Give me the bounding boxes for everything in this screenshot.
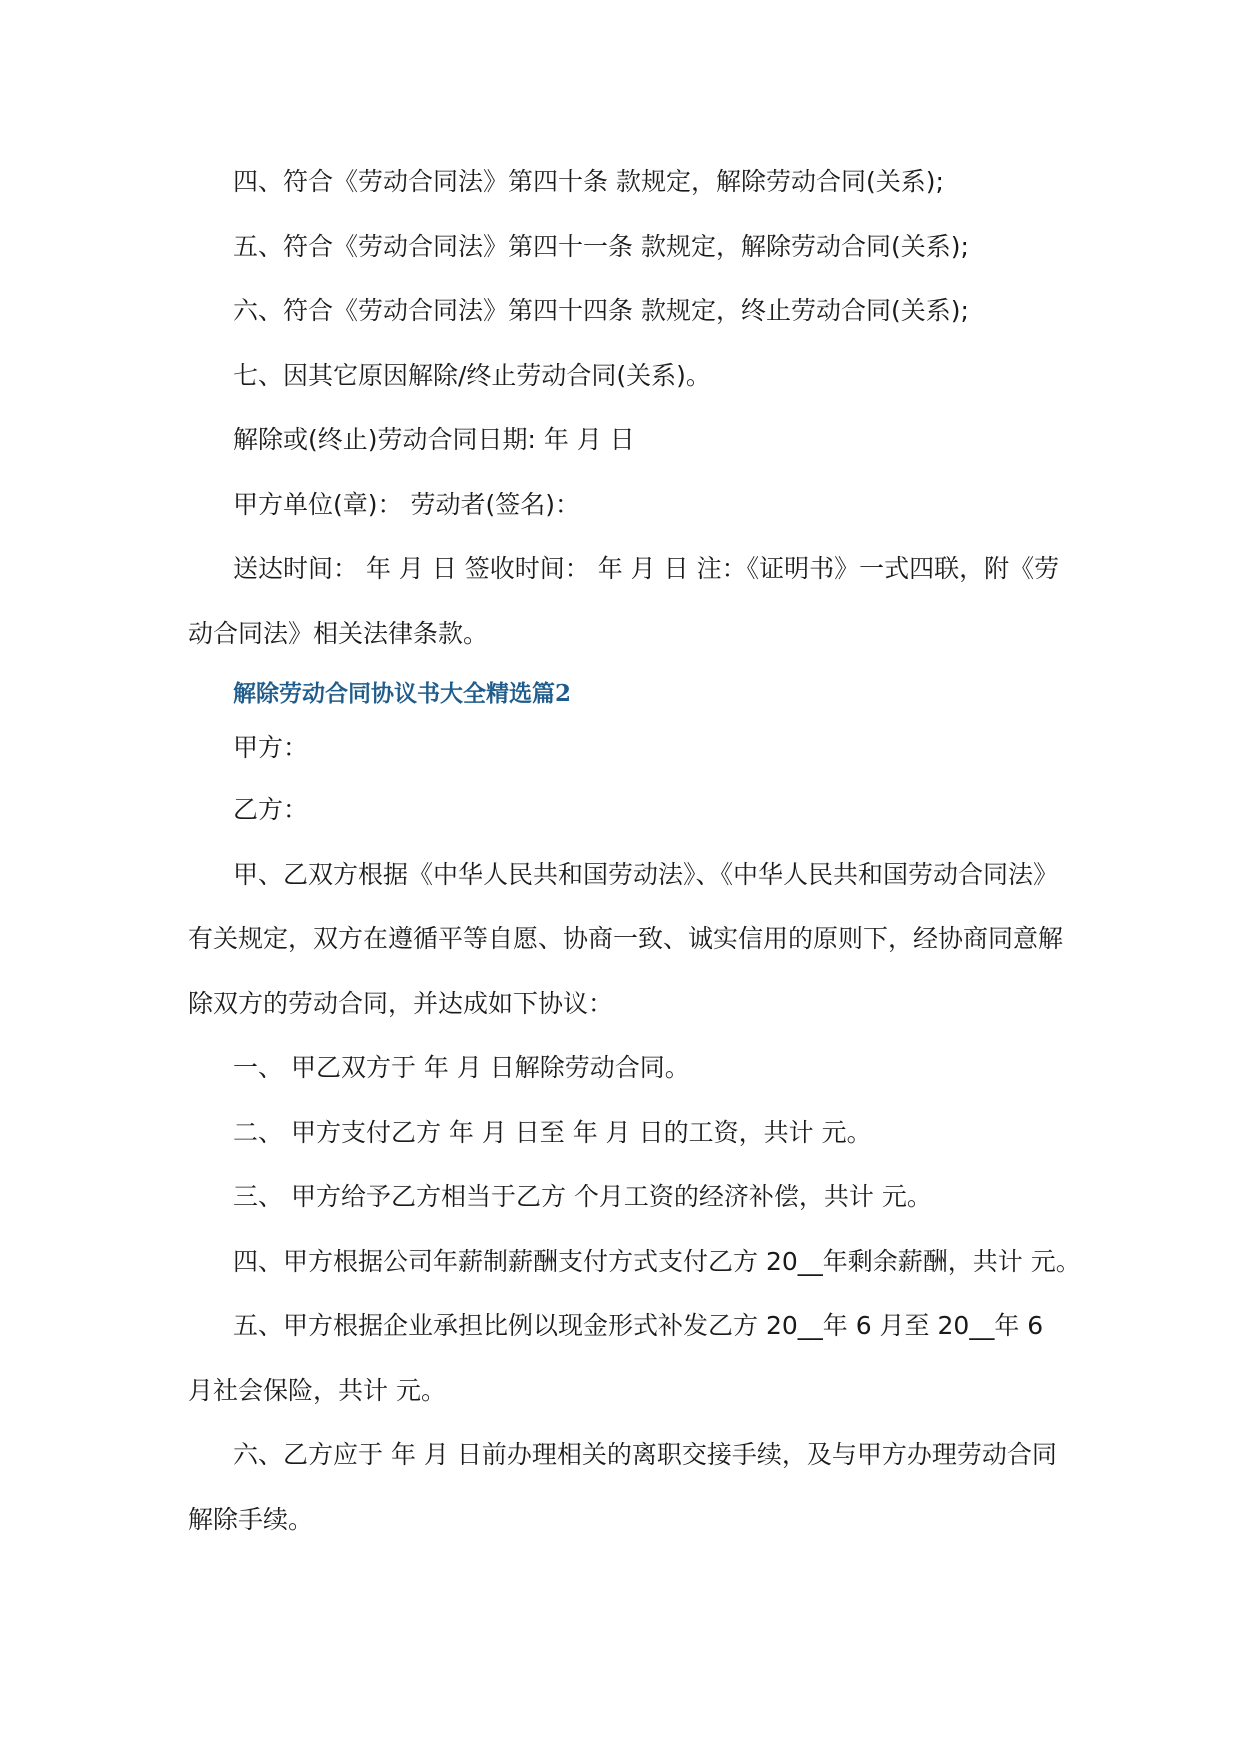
clause-6-paragraph: 六、符合《劳动合同法》第四十四条 款规定，终止劳动合同(关系); xyxy=(233,296,969,325)
signature-line: 甲方单位(章)： 劳动者(签名)： xyxy=(233,489,580,519)
agreement-item-5: 五、甲方根据企业承担比例以现金形式补发乙方 20__年 6 月至 20__年 6 月社会保险，共计 元。 xyxy=(188,1311,1044,1405)
agreement-item-4: 四、甲方根据公司年薪制薪酬支付方式支付乙方 20__年剩余薪酬，共计 元。 xyxy=(233,1246,1081,1276)
party-a-line: 甲方： xyxy=(233,733,309,762)
party-b-line: 乙方： xyxy=(233,795,309,824)
delivery-time-paragraph: 送达时间： 年 月 日 签收时间： 年 月 日 注：《证明书》一式四联，附《劳动合同法》相关法律条款。 xyxy=(188,554,1060,648)
clause-4-paragraph: 四、符合《劳动合同法》第四十条 款规定，解除劳动合同(关系); xyxy=(233,167,944,196)
document-page xyxy=(188,150,1081,1552)
agreement-item-2: 二、 甲方支付乙方 年 月 日至 年 月 日的工资，共计 元。 xyxy=(233,1117,872,1147)
clause-7-paragraph: 七、因其它原因解除/终止劳动合同(关系)。 xyxy=(233,360,711,390)
agreement-item-6: 六、乙方应于 年 月 日前办理相关的离职交接手续，及与甲方办理劳动合同解除手续。 xyxy=(188,1440,1057,1534)
agreement-item-1: 一、 甲乙双方于 年 月 日解除劳动合同。 xyxy=(233,1053,690,1082)
section-2-heading: 解除劳动合同协议书大全精选篇2 xyxy=(233,680,572,707)
agreement-intro-paragraph: 甲、乙双方根据《中华人民共和国劳动法》、《中华人民共和国劳动合同法》有关规定，双方在遵循平等自愿、协商一致、诚实信用的原则下，经协商同意解除双方的劳动合同，并达成如下协议： xyxy=(188,859,1064,1018)
termination-date-line: 解除或(终止)劳动合同日期: 年 月 日 xyxy=(233,425,635,454)
agreement-item-3: 三、 甲方给予乙方相当于乙方 个月工资的经济补偿，共计 元。 xyxy=(233,1182,932,1211)
clause-5-paragraph: 五、符合《劳动合同法》第四十一条 款规定，解除劳动合同(关系); xyxy=(233,231,969,261)
